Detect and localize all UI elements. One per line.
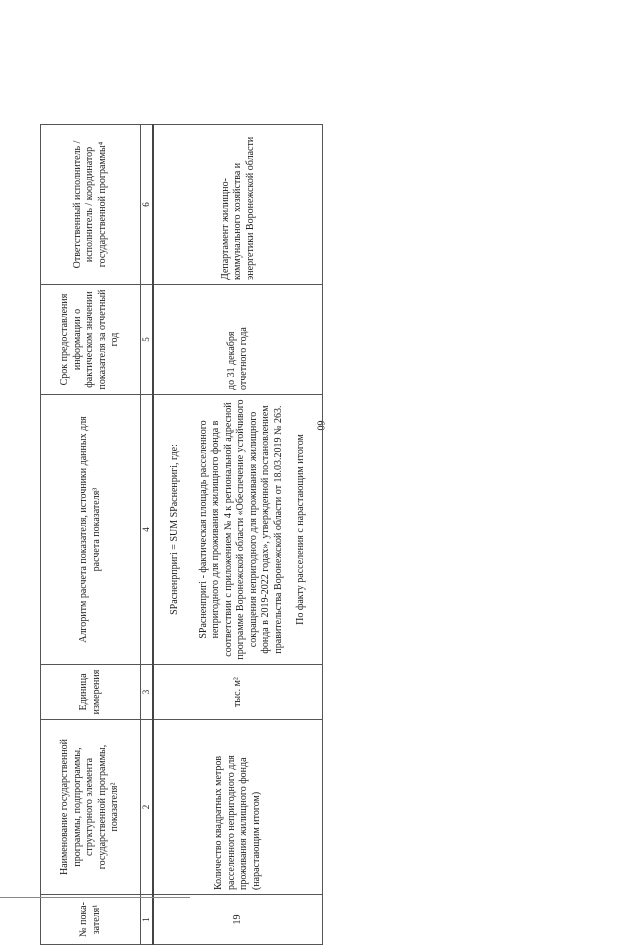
column-number: 5 (141, 285, 154, 395)
header-cell-name: Наименование государственной программы, подпрограммы, структурного элемента государственной программы, показателя² (41, 720, 141, 895)
indicator-algorithm (153, 395, 323, 665)
header-cell-unit: Единица измерения (41, 665, 141, 720)
column-number: 4 (141, 395, 154, 665)
table-header-row (41, 125, 141, 945)
document-table-rotated (40, 125, 317, 945)
header-cell-responsible: Ответственный исполнитель / исполнитель / координатор государственной программы⁴ (41, 125, 141, 285)
column-number: 6 (141, 125, 154, 285)
reporting-deadline: до 31 декабря отчетного года (153, 285, 323, 395)
responsible-executor: Департамент жилищно-коммунального хозяйства и энергетики Воронежской области (153, 125, 323, 285)
header-cell-number: № пока- зателя¹ (41, 895, 141, 945)
indicator-name: Количество квадратных метров расселенного непригодного для проживания жилищного фонда (нарастающим итогом) (153, 720, 323, 895)
formula-definition: SРасненпригi - фактическая площадь расселенного непригодного для проживания жилищного фонда в соответствии с приложением № 4 к региональной адресной программе Воронежской области «Обеспечение устойчивого сокращения непригодного для проживания жилищного фонда в 2019-2022 годах», утвержденной постановлением правительства Воронежской области от 18.03.2019 № 263. (197, 399, 284, 660)
indicator-unit: тыс. м² (153, 665, 323, 720)
header-cell-deadline: Срок предоставления информации о фактическом значении показателя за отчетный год (41, 285, 141, 395)
row-number: 19 (153, 895, 323, 945)
table-row (153, 125, 323, 945)
footnote-divider (0, 897, 190, 898)
header-cell-algorithm: Алгоритм расчета показателя, источники данных для расчета показателя³ (41, 395, 141, 665)
column-number: 2 (141, 720, 154, 895)
formula-text: SРасненрпригi = SUM SРасненригi, где: (169, 444, 180, 615)
indicator-table (40, 124, 323, 945)
column-number: 1 (141, 895, 154, 945)
column-number-row (141, 125, 154, 945)
page-number: 60 (314, 420, 326, 431)
calculation-note: По факту расселения с нарастающим итогом (295, 434, 306, 625)
column-number: 3 (141, 665, 154, 720)
